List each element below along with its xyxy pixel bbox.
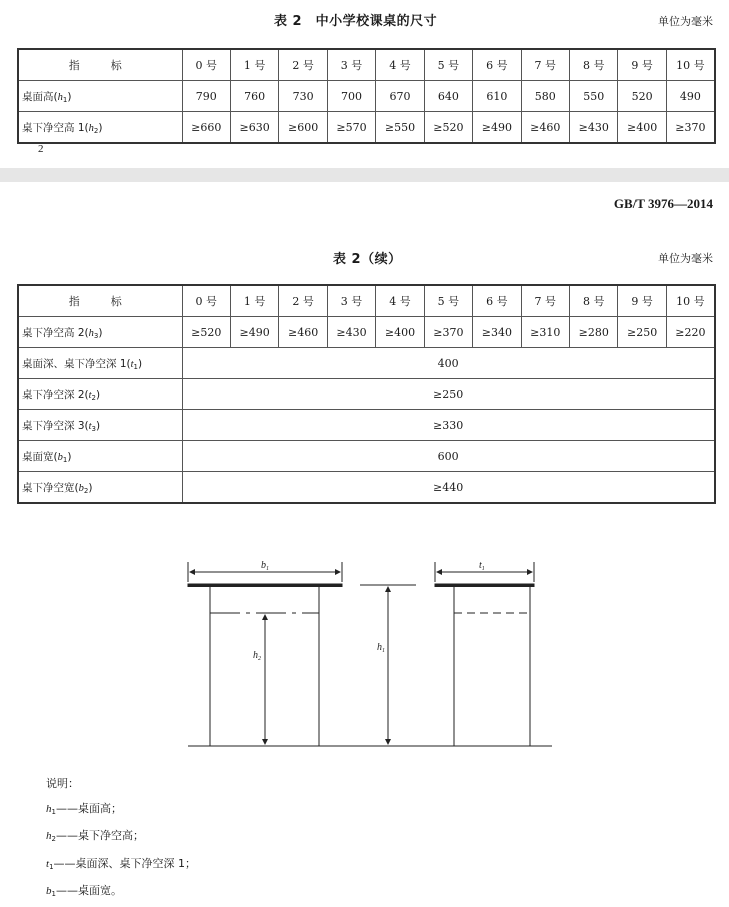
standard-number: GB/T 3976—2014: [613, 196, 713, 211]
header-cell: 8 号: [570, 49, 618, 81]
header-cell: 指 标: [18, 285, 182, 317]
table-2-cont-title: 表 2（续）: [333, 252, 402, 267]
table-cell: ≥220: [666, 317, 714, 348]
header-cell: 6 号: [473, 285, 521, 317]
row-label: 桌下净空深 $2(t_2)$: [18, 379, 182, 410]
legend-title: 说明：: [46, 777, 79, 790]
header-cell: 2 号: [279, 49, 327, 81]
header-cell: 0 号: [182, 49, 230, 81]
table-cell: 550: [570, 81, 618, 112]
table-cell: 640: [424, 81, 472, 112]
table-2-part-1: [17, 48, 716, 144]
table-cell: ≥570: [327, 112, 375, 144]
page-number: 2: [38, 143, 44, 155]
header-cell: 0 号: [182, 285, 230, 317]
table-2-part-2: [17, 284, 716, 504]
legend-item: $h_1——$桌面高；: [46, 801, 122, 816]
merged-cell: ≥440: [182, 472, 715, 504]
table-row: [18, 410, 715, 441]
table-cell: 610: [473, 81, 521, 112]
header-cell: 1 号: [230, 285, 278, 317]
merged-cell: 600: [182, 441, 715, 472]
page-2: [0, 182, 729, 898]
table-cell: ≥490: [230, 317, 278, 348]
table-cell: ≥660: [182, 112, 230, 144]
header-cell: 10 号: [666, 49, 714, 81]
diagram-lines: [188, 562, 552, 746]
table-cell: ≥400: [376, 317, 424, 348]
header-cell: 9 号: [618, 49, 666, 81]
header-cell: 5 号: [424, 285, 472, 317]
legend-item: $h_2——$桌下净空高；: [46, 829, 144, 843]
header-cell: 3 号: [327, 285, 375, 317]
diagram-legend: [46, 772, 196, 907]
header-cell: 2 号: [279, 285, 327, 317]
table-cell: ≥630: [230, 112, 278, 144]
row-label: 桌下净空高 $2(h_3)$: [18, 317, 182, 348]
merged-cell: ≥250: [182, 379, 715, 410]
legend-item: $t_1——$桌面深、桌下净空深 1；: [46, 856, 197, 871]
page-separator: [0, 168, 729, 182]
table-cell: 520: [618, 81, 666, 112]
header-cell: 7 号: [521, 49, 569, 81]
header-cell: 10 号: [666, 285, 714, 317]
table-cell: ≥310: [521, 317, 569, 348]
table-cell: ≥340: [473, 317, 521, 348]
header-cell: 4 号: [376, 49, 424, 81]
table-row: [18, 472, 715, 504]
unit-note: 单位为毫米: [658, 252, 713, 265]
table-cell: 670: [376, 81, 424, 112]
page-1: [0, 0, 729, 168]
table-cell: 790: [182, 81, 230, 112]
header-cell: 9 号: [618, 285, 666, 317]
unit-note: 单位为毫米: [658, 15, 713, 28]
table-cell: ≥250: [618, 317, 666, 348]
header-cell: 3 号: [327, 49, 375, 81]
table-row: [18, 317, 715, 348]
header-cell: 8 号: [570, 285, 618, 317]
side-desktop: [435, 584, 534, 587]
merged-cell: 400: [182, 348, 715, 379]
header-cell: 7 号: [521, 285, 569, 317]
row-label: 桌下净空高 $1(h_2)$: [18, 112, 182, 144]
table-cell: ≥370: [424, 317, 472, 348]
desk-dimension-diagram: [180, 554, 560, 754]
header-cell: 1 号: [230, 49, 278, 81]
row-label: 桌下净空深 $3(t_3)$: [18, 410, 182, 441]
table-cell: ≥400: [618, 112, 666, 144]
table-cell: 580: [521, 81, 569, 112]
label-h2: $h_2$: [253, 650, 261, 662]
table-cell: ≥520: [424, 112, 472, 144]
header-cell: 6 号: [473, 49, 521, 81]
table-cell: ≥370: [666, 112, 714, 144]
table-cell: 700: [327, 81, 375, 112]
table-cell: ≥600: [279, 112, 327, 144]
row-label: 桌面深、桌下净空深 $1(t_1)$: [18, 348, 182, 379]
label-b1: $b_1$: [261, 560, 269, 572]
table-row: [18, 379, 715, 410]
legend-item: $b_1——$桌面宽。: [46, 884, 122, 898]
row-label: 桌面宽$(b_1)$: [18, 441, 182, 472]
header-cell: 4 号: [376, 285, 424, 317]
table-cell: ≥490: [473, 112, 521, 144]
table-row: [18, 112, 715, 144]
table-cell: ≥430: [570, 112, 618, 144]
header-cell: 5 号: [424, 49, 472, 81]
header-cell: 指 标: [18, 49, 182, 81]
table-row: [18, 348, 715, 379]
table-row: [18, 81, 715, 112]
table-row: [18, 441, 715, 472]
label-h1: $h_1$: [377, 642, 385, 654]
label-t1: $t_1$: [479, 560, 485, 572]
table-header-row: [18, 285, 715, 317]
table-cell: ≥460: [279, 317, 327, 348]
table-cell: ≥550: [376, 112, 424, 144]
table-cell: ≥460: [521, 112, 569, 144]
table-cell: 760: [230, 81, 278, 112]
merged-cell: ≥330: [182, 410, 715, 441]
row-label: 桌面高$(h_1)$: [18, 81, 182, 112]
table-cell: 490: [666, 81, 714, 112]
table-cell: ≥280: [570, 317, 618, 348]
front-desktop: [188, 584, 342, 587]
table-2-title: 表 2 中小学校课桌的尺寸: [274, 14, 438, 29]
table-cell: ≥430: [327, 317, 375, 348]
table-cell: ≥520: [182, 317, 230, 348]
table-header-row: [18, 49, 715, 81]
table-cell: 730: [279, 81, 327, 112]
row-label: 桌下净空宽$(b_2)$: [18, 472, 182, 504]
